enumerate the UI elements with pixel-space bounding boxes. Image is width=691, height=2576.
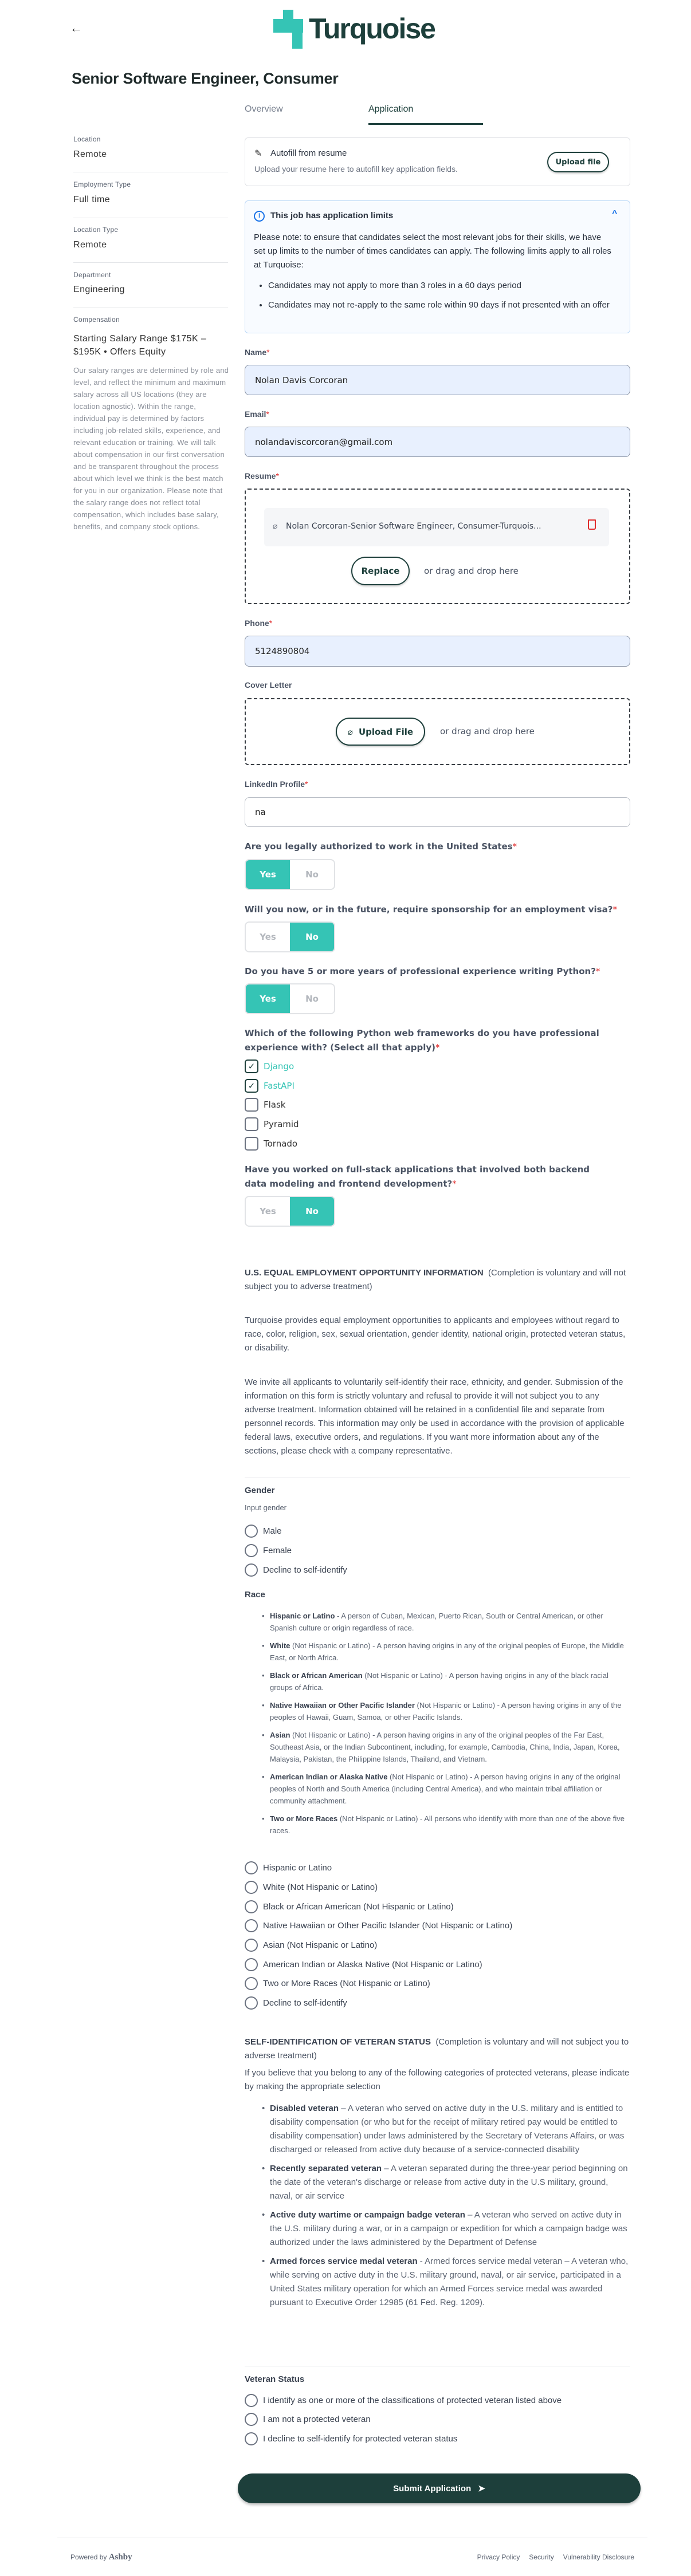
required-mark: * [266,348,270,357]
checkbox-box [245,1098,258,1112]
autofill-title: Autofill from resume [270,148,347,158]
radio-label: Native Hawaiian or Other Pacific Islander (Not Hispanic or Latino) [263,1920,513,1931]
race-definition [264,1771,630,1807]
divider [73,262,228,263]
limits-item: • Candidates may not re-apply to the same role within 90 days if not presented with an offer [268,298,623,312]
radio-label: Male [263,1526,282,1536]
race-definitions [264,1610,630,1842]
logo-text: Turquoise [309,13,435,45]
radio-race-pacific-islander[interactable] [245,1917,512,1934]
definition: (Not Hispanic or Latino) - A person having origins in any of the original peoples of North and South America (including Central America), and who maintain tribal affiliation or community attachment. [270,1773,621,1805]
checkbox-django[interactable] [245,1058,294,1075]
radio-label: American Indian or Alaska Native (Not Hispanic or Latino) [263,1959,482,1970]
checkmark-icon: ✓ [245,1079,258,1093]
magic-wand-icon: ✎ [254,149,262,159]
resume-file-row [264,508,609,546]
replace-resume-button[interactable]: Replace [351,557,410,585]
powered-by-text: Powered by [70,2553,107,2561]
radio-label: Decline to self-identify [263,1565,347,1575]
term: Active duty wartime or campaign badge veteran [270,2210,465,2220]
definition: (Not Hispanic or Latino) - A person having origins in any of the original peoples of Europe, the Middle East, or North Africa. [270,1641,624,1662]
drag-drop-text: or drag and drop here [424,566,519,576]
location-type-label: Location Type [73,226,119,234]
radio-label: Decline to self-identify [263,1998,347,2008]
logo-cross-icon [273,10,303,49]
gender-label: Gender [245,1486,275,1495]
definition: (Not Hispanic or Latino) - All persons who identify with more than one of the above five races. [270,1814,625,1835]
yes-option[interactable]: Yes [246,984,290,1013]
race-definition [264,1669,630,1693]
vulnerability-disclosure-link[interactable]: Vulnerability Disclosure [563,2553,634,2561]
veteran-definitions [264,2102,630,2315]
required-mark: * [595,966,600,976]
compensation-label: Compensation [73,316,120,324]
location-type-value: Remote [73,240,107,250]
definition: – A veteran who served on active duty in the U.S. military during a war, or in a campaign or expedition for which a campaign badge was authorized under the laws administered by the Department of Defense [270,2210,627,2247]
race-label: Race [245,1590,265,1600]
sponsorship-toggle [245,921,335,952]
radio-race-asian[interactable] [245,1936,377,1953]
phone-input[interactable]: 5124890804 [245,636,630,667]
veteran-definition [264,2102,630,2157]
checkbox-label: FastAPI [264,1081,295,1091]
radio-race-american-indian[interactable] [245,1956,482,1973]
eeo-heading: U.S. EQUAL EMPLOYMENT OPPORTUNITY INFORMATION [245,1268,484,1278]
radio-gender-female[interactable] [245,1542,292,1559]
tab-overview[interactable]: Overview [245,104,283,114]
term: Armed forces service medal veteran [270,2256,418,2266]
compensation-value: Starting Salary Range $175K – $195K • Offers Equity [73,334,207,357]
checkbox-label: Flask [264,1100,286,1110]
gender-hint: Input gender [245,1503,287,1512]
radio-gender-decline[interactable] [245,1561,347,1578]
yes-option[interactable]: Yes [246,860,290,889]
privacy-policy-link[interactable]: Privacy Policy [477,2553,520,2561]
veteran-definition [264,2255,630,2310]
back-arrow-icon[interactable]: ← [70,21,83,35]
definition: – A veteran who served on active duty in the U.S. military and is entitled to disability compensation (or who but for the receipt of military retired pay would be entitled to disability compensation) under laws administered by the Secretary of Veterans Affairs, or was discharged or released from active duty because of a service-connected disability [270,2104,625,2154]
definition: (Not Hispanic or Latino) - A person having origins in any of the peoples of Hawaii, Guam, Samoa, or other Pacific Islands. [270,1701,622,1722]
no-option[interactable]: No [290,923,334,951]
submit-label: Submit Application [393,2483,472,2494]
frameworks-question: Which of the following Python web frameworks do you have professional experience with? (Select all that apply) [245,1028,599,1053]
radio-label: Female [263,1545,292,1555]
term: Disabled veteran [270,2104,339,2113]
employment-type-value: Full time [73,195,111,204]
veteran-definition [264,2208,630,2250]
employment-type-label: Employment Type [73,180,131,188]
required-mark: * [452,1179,457,1189]
location-value: Remote [73,149,107,159]
info-icon: i [254,211,265,222]
radio-label: Hispanic or Latino [263,1862,332,1873]
paperclip-icon: ⌀ [347,726,353,737]
required-mark: * [269,619,273,628]
ashby-logo: Ashby [108,2553,132,2562]
radio-veteran-protected[interactable] [245,2392,562,2409]
autofill-subtitle: Upload your resume here to autofill key application fields. [254,164,458,174]
footer-links [477,2553,634,2561]
radio-race-white[interactable] [245,1878,378,1896]
department-value: Engineering [73,285,125,294]
required-mark: * [305,779,308,789]
required-mark: * [613,904,617,915]
veteran-definition [264,2162,630,2203]
eeo-heading-note: (Completion is voluntary and will not subject you to adverse treatment) [245,1268,626,1291]
limits-title: This job has application limits [270,211,394,220]
radio-label: Black or African American (Not Hispanic or Latino) [263,1901,454,1912]
authorized-toggle [245,859,335,890]
radio-race-hispanic[interactable] [245,1859,332,1876]
checkbox-label: Tornado [264,1139,298,1149]
radio-race-decline[interactable] [245,1994,347,2011]
checkbox-label: Pyramid [264,1119,299,1129]
compensation-note: Our salary ranges are determined by role and level, and reflect the minimum and maximum salary across all US locations (they are location agnostic). Within the range, individual pay is determined by factors including job-related skills, experience, and relevant education or training. We will talk about compensation in our first conversation and be transparent throughout the process about which level we think is the best match for you in our organization. Please note that the salary range does not reflect total compensation, which includes base salary, benefits, and company stock options. [73,366,229,531]
checkmark-icon: ✓ [245,1059,258,1073]
race-definition [264,1813,630,1837]
paperclip-icon: ⌀ [273,521,278,530]
radio-veteran-decline[interactable] [245,2430,457,2447]
checkbox-label: Django [264,1061,295,1072]
radio-label: Two or More Races (Not Hispanic or Latino) [263,1978,430,1988]
radio-label: I decline to self-identify for protected veteran status [263,2433,458,2444]
limits-text: Please note: to ensure that candidates select the most relevant jobs for their skills, we have set up limits to the number of times candidates can apply. The following limits apply to all roles at Turquoise: [254,233,611,270]
race-definition [264,1699,630,1723]
upload-file-label: Upload File [358,726,414,737]
veteran-status-label: Veteran Status [245,2374,305,2384]
collapse-chevron-icon[interactable]: ^ [612,209,618,219]
definition: (Not Hispanic or Latino) - A person having origins in any of the original peoples of the Far East, Southeast Asia, or the Indian Subcontinent, including, for example, Cambodia, China, India, Japan, Korea, Malaysia, Pakistan, the Philippine Islands, Thailand, and Vietnam. [270,1731,620,1763]
fullstack-toggle [245,1196,335,1227]
powered-by[interactable] [70,2553,132,2562]
eeo-paragraph-2: We invite all applicants to voluntarily self-identify their race, ethnicity, and gender. Submission of the information on this form is strictly voluntary and refusal to provide it will not subject you to any adverse treatment. Information obtained will be retained in a confidential file and separate from personnel records. This information may only be used in accordance with the provision of applicable federal laws, executive orders, and regulations. If you want more information about any of the sections, please check with a company representative. [245,1377,625,1456]
checkbox-box [245,1117,258,1131]
linkedin-label: LinkedIn Profile [245,779,305,789]
resume-label: Resume [245,471,276,480]
upload-cover-letter-button[interactable] [336,718,425,746]
tab-application[interactable]: Application [368,104,414,114]
no-option[interactable]: No [305,869,319,880]
radio-gender-male[interactable] [245,1522,282,1539]
definition: (Not Hispanic or Latino) - A person having origins in any of the black racial groups of Africa. [270,1671,608,1692]
term: Two or More Races [270,1814,338,1823]
race-definition [264,1610,630,1634]
checkbox-tornado[interactable] [245,1135,297,1152]
radio-race-two-or-more[interactable] [245,1975,430,1992]
radio-race-black[interactable] [245,1898,454,1915]
name-input[interactable]: Nolan Davis Corcoran [245,365,630,395]
application-limits-card [245,200,630,333]
term: Black or African American [270,1671,363,1680]
sponsorship-question: Will you now, or in the future, require sponsorship for an employment visa? [245,904,613,915]
checkbox-flask[interactable] [245,1096,286,1113]
active-tab-underline [368,123,483,125]
phone-label: Phone [245,619,269,628]
veteran-heading: SELF-IDENTIFICATION OF VETERAN STATUS [245,2037,431,2047]
department-label: Department [73,271,111,279]
yes-option[interactable]: Yes [260,1206,276,1216]
submit-application-button[interactable] [238,2473,641,2503]
delete-file-icon[interactable] [588,519,596,530]
checkbox-pyramid[interactable] [245,1116,299,1133]
race-definition [264,1640,630,1664]
no-option[interactable]: No [305,994,319,1004]
page-title: Senior Software Engineer, Consumer [72,70,339,87]
email-input[interactable]: nolandaviscorcoran@gmail.com [245,427,630,457]
radio-veteran-not-protected[interactable] [245,2410,371,2428]
autofill-card [245,137,630,186]
term: Recently separated veteran [270,2164,382,2173]
resume-file-name: Nolan Corcoran-Senior Software Engineer, Consumer-Turquois... [286,522,541,531]
yes-option[interactable]: Yes [260,932,276,942]
cover-letter-dropzone[interactable] [245,698,630,765]
python-toggle [245,983,335,1014]
radio-label: Asian (Not Hispanic or Latino) [263,1940,378,1950]
term: White [270,1641,290,1650]
term: Asian [270,1731,290,1739]
definition: - A person of Cuban, Mexican, Puerto Rican, South or Central American, or other Spanish culture or origin regardless of race. [270,1612,603,1632]
required-mark: * [276,471,279,480]
radio-label: White (Not Hispanic or Latino) [263,1882,378,1892]
no-option[interactable]: No [290,1197,334,1226]
resume-dropzone[interactable] [245,489,630,604]
fullstack-question: Have you worked on full-stack applications that involved both backend data modeling and frontend development? [245,1164,590,1189]
definition: - Armed forces service medal veteran – A veteran who, while serving on active duty in the U.S. military ground, naval, or air service, participated in a United States military operation for which an Armed Forces service medal was awarded pursuant to Executive Order 12985 (61 Fed. Reg. 1209). [270,2256,629,2307]
required-mark: * [512,841,517,852]
authorized-question: Are you legally authorized to work in the United States [245,841,513,852]
term: Hispanic or Latino [270,1612,335,1620]
python-question: Do you have 5 or more years of professional experience writing Python? [245,966,596,976]
send-icon: ➤ [478,2484,485,2494]
veteran-heading-note: (Completion is voluntary and will not subject you to adverse treatment) [245,2037,629,2061]
term: American Indian or Alaska Native [270,1773,388,1781]
name-label: Name [245,348,267,357]
upload-resume-button[interactable]: Upload file [547,152,609,172]
definition: – A veteran separated during the three-year period beginning on the date of the veteran's discharge or release from active duty in the U.S military, ground, naval, or air service [270,2164,628,2201]
veteran-intro: If you believe that you belong to any of the following categories of protected veterans, please indicate by making the appropriate selection [245,2068,630,2091]
cover-letter-label: Cover Letter [245,680,292,690]
email-label: Email [245,409,266,419]
location-label: Location [73,135,101,143]
radio-label: I identify as one or more of the classifications of protected veteran listed above [263,2395,562,2405]
security-link[interactable]: Security [529,2553,554,2561]
linkedin-input[interactable]: na [245,797,630,827]
checkbox-fastapi[interactable] [245,1077,295,1094]
required-mark: * [435,1042,440,1053]
required-mark: * [266,409,269,419]
drag-drop-text: or drag and drop here [440,726,535,736]
radio-label: I am not a protected veteran [263,2414,371,2424]
race-definition [264,1729,630,1765]
eeo-paragraph-1: Turquoise provides equal employment opportunities to applicants and employees without regard to race, color, religion, sex, sexual orientation, gender identity, national origin, protected veteran status, or disability. [245,1315,626,1353]
checkbox-box [245,1137,258,1151]
limits-item: • Candidates may not apply to more than 3 roles in a 60 days period [268,279,623,293]
turquoise-logo[interactable] [273,10,439,49]
limits-list [268,279,623,312]
term: Native Hawaiian or Other Pacific Islander [270,1701,415,1710]
